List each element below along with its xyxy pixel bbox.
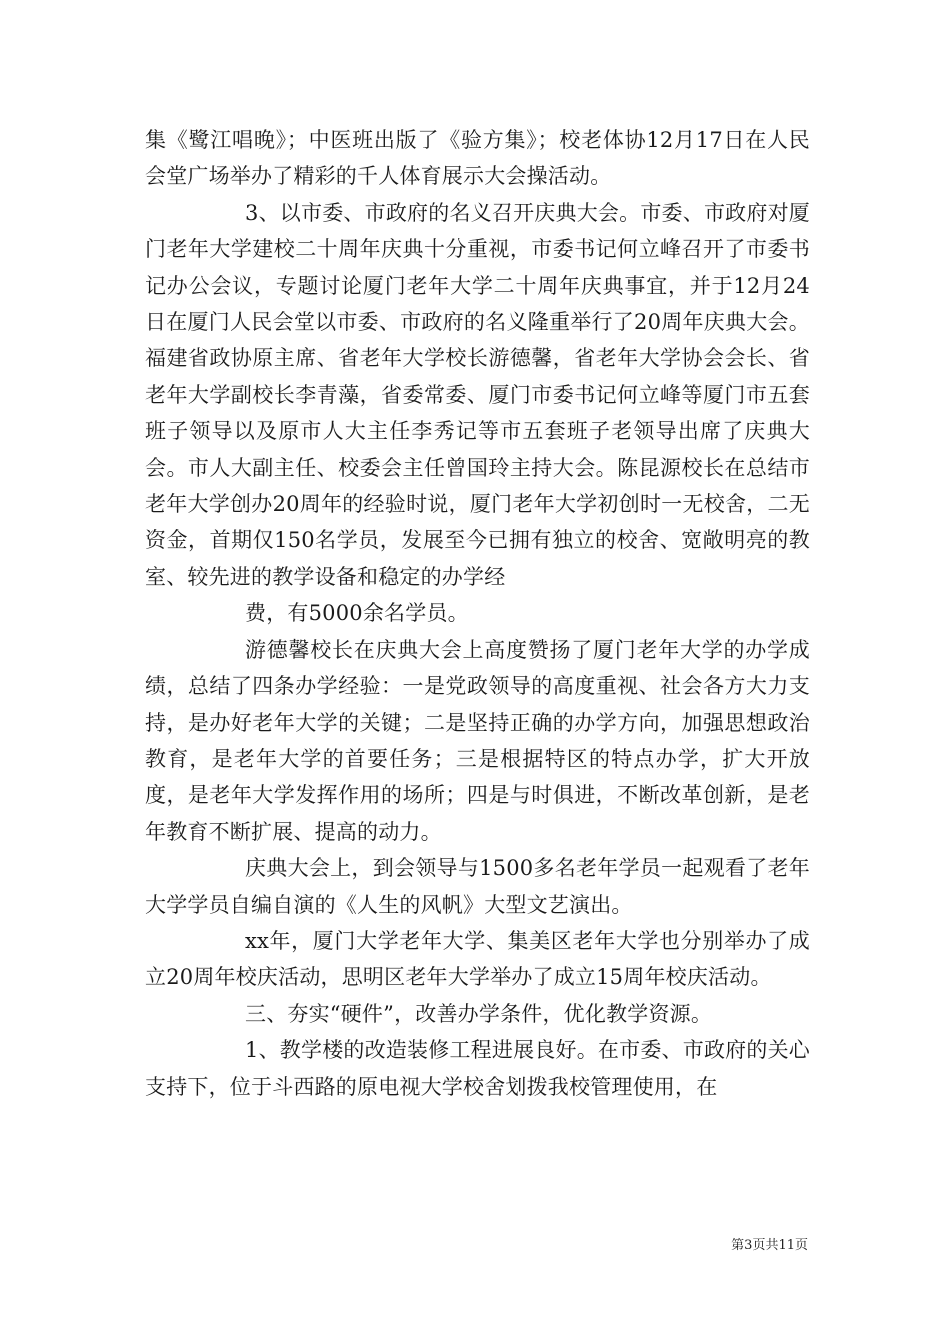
- document-body: [145, 122, 810, 1105]
- paragraph-principal-speech: 游德馨校长在庆典大会上高度赞扬了厦门老年大学的办学成绩，总结了四条办学经验：一是党政领导的高度重视、社会各方大力支持，是办好老年大学的关键；二是坚持正确的办学方向，加强思想政治教育，是老年大学的首要任务；三是根据特区的特点办学，扩大开放度，是老年大学发挥作用的场所；四是与时俱进，不断改革创新，是老年教育不断扩展、提高的动力。: [145, 637, 810, 844]
- paragraph-continuation: 集《鹭江唱晚》；中医班出版了《验方集》；校老体协12月17日在人民会堂广场举办了精彩的千人体育展示大会操活动。: [145, 128, 810, 189]
- paragraph-funding-students: 费，有5000余名学员。: [245, 601, 469, 626]
- paragraph-other-anniversaries: xx年，厦门大学老年大学、集美区老年大学也分别举办了成立20周年校庆活动，思明区老年大学举办了成立15周年校庆活动。: [145, 928, 810, 990]
- section-heading-hardware: 三、夯实“硬件”，改善办学条件，优化教学资源。: [245, 1001, 713, 1026]
- paragraph-performance: 庆典大会上，到会领导与1500多名老年学员一起观看了老年大学学员自编自演的《人生的风帆》大型文艺演出。: [145, 856, 810, 917]
- paragraph-building-renovation: 1、教学楼的改造装修工程进展良好。在市委、市政府的关心支持下，位于斗西路的原电视大学校舍划拨我校管理使用，在: [145, 1038, 810, 1099]
- page-number-footer: 第3页共11页: [731, 1238, 808, 1253]
- paragraph-celebration-meeting: 3、以市委、市政府的名义召开庆典大会。市委、市政府对厦门老年大学建校二十周年庆典十分重视，市委书记何立峰召开了市委书记办公会议，专题讨论厦门老年大学二十周年庆典事宜，并于12月24日在厦门人民会堂以市委、市政府的名义隆重举行了20周年庆典大会。福建省政协原主席、省老年大学校长游德馨，省老年大学协会会长、省老年大学副校长李青藻，省委常委、厦门市委书记何立峰等厦门市五套班子领导以及原市人大主任李秀记等市五套班子老领导出席了庆典大会。市人大副主任、校委会主任曾国玲主持大会。陈昆源校长在总结市老年大学创办20周年的经验时说，厦门老年大学初创时一无校舍，二无资金，首期仅150名学员，发展至今已拥有独立的校舍、宽敞明亮的教室、较先进的教学设备和稳定的办学经: [145, 200, 810, 589]
